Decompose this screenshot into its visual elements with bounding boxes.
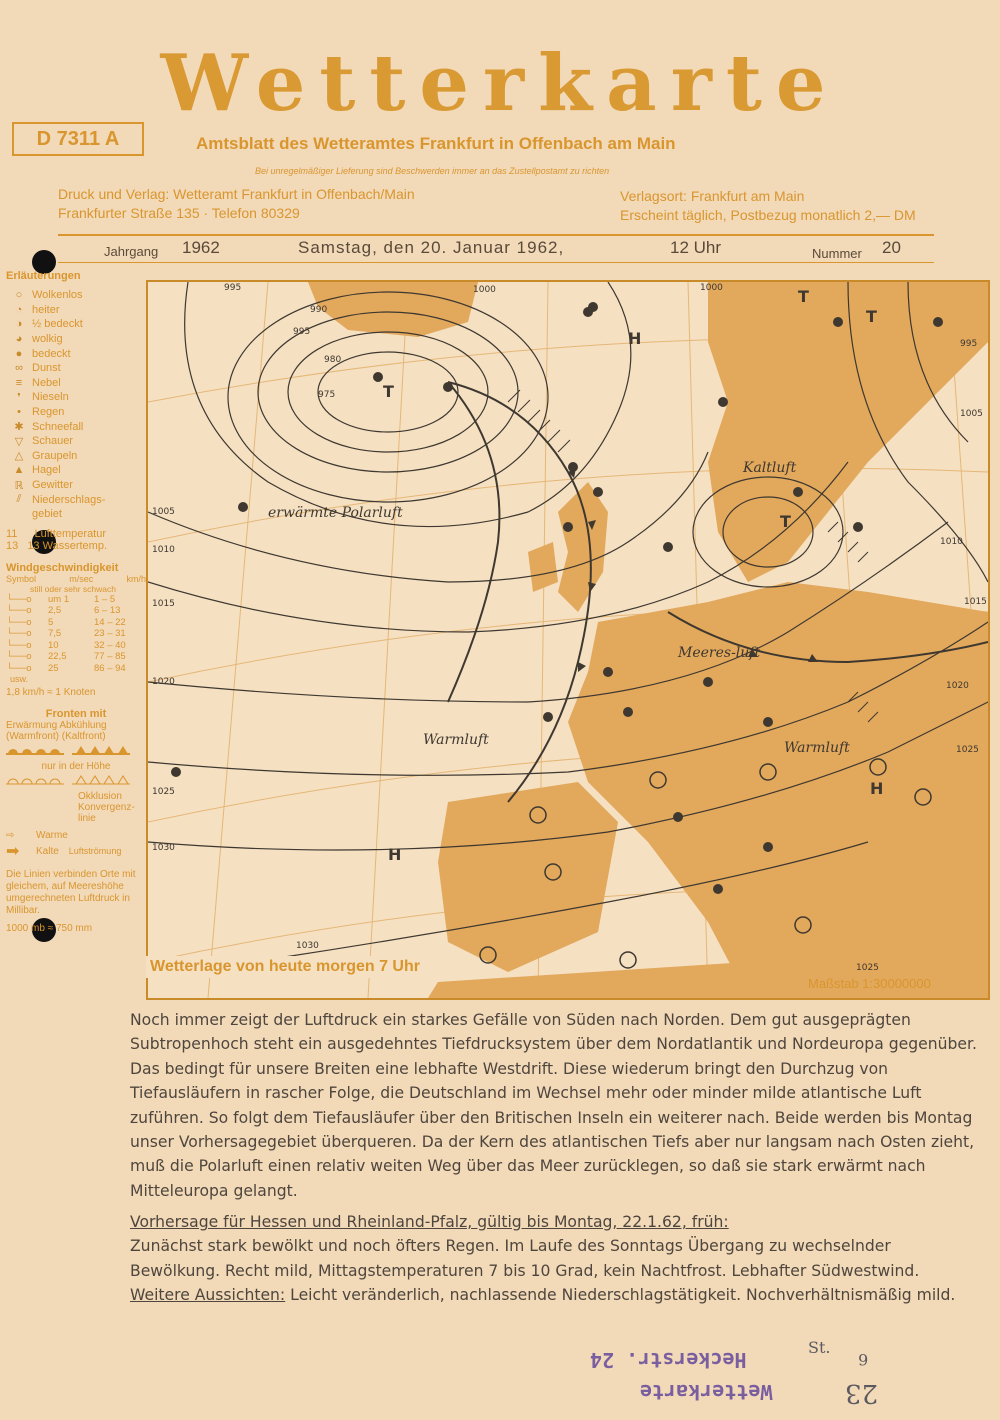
warm-arrow-icon: ⇨: [6, 830, 15, 841]
legend-row: [6, 390, 146, 405]
forecast-text: Zunächst stark bewölkt und noch öfters Regen. Im Laufe des Sonntags Übergang zu wechselnder Bewölkung. Recht mild, Mittagstemperaturen 7 bis 10 Grad, kein Nachtfrost. Lebhafter Südwestwind.: [130, 1237, 920, 1280]
legend-symbol-icon: ▽: [14, 435, 24, 448]
temp-label: Lufttemperatur: [34, 527, 107, 540]
label-polarluft: erwärmte Polarluft: [268, 505, 403, 521]
legend-label: Graupeln: [32, 449, 78, 462]
isobar-value-4: 980: [324, 355, 342, 365]
wind-barb-icon: └──o: [6, 616, 32, 628]
isobar-value-20: 1000: [700, 283, 723, 293]
wind-kmh: 14 – 22: [94, 616, 126, 628]
wind-unit-symbol: Symbol: [6, 573, 37, 584]
label-kaltluft: Kaltluft: [743, 460, 797, 476]
legend-symbol-icon: △: [14, 450, 24, 463]
wind-barb-icon: └──o: [6, 639, 32, 651]
isobar-value-19: 1025: [956, 745, 979, 755]
pressure-center-h2: H: [388, 845, 402, 864]
legend-row: [6, 303, 146, 318]
forecast-heading: Vorhersage für Hessen und Rheinland-Pfalz, gültig bis Montag, 22.1.62, früh:: [130, 1213, 729, 1231]
legend-row: [6, 507, 146, 522]
wind-kmh: 32 – 40: [94, 639, 126, 651]
header-rule-bottom: [58, 262, 934, 263]
wind-ms: 22,5: [48, 651, 67, 662]
publisher-line-1: Druck und Verlag: Wetteramt Frankfurt in Offenbach/Main: [58, 186, 415, 202]
greenland-land: [308, 282, 478, 337]
pressure-center-t3: T: [798, 287, 809, 306]
wind-ms: 10: [48, 639, 59, 651]
weather-map-svg: [148, 282, 988, 998]
legend-label: Hagel: [32, 464, 61, 477]
legend-label: Schneefall: [32, 420, 84, 433]
cold-label: Kalte: [36, 845, 59, 857]
number-label: Nummer: [812, 246, 862, 261]
legend-label: bedeckt: [32, 347, 71, 360]
pressure-center-t2: T: [780, 512, 791, 531]
water-label: Wassertemp.: [42, 539, 108, 552]
delivery-note: Bei unregelmäßiger Lieferung sind Beschwerden immer an das Zustellpostamt zu richten: [255, 166, 610, 176]
pressure-center-h3: H: [870, 779, 884, 798]
airflow-warm: [6, 830, 146, 841]
legend-label: Niederschlags-: [32, 493, 106, 506]
legend-label: gebiet: [32, 508, 62, 521]
convergence-label: Konvergenz-linie: [78, 802, 135, 824]
legend-symbol-icon: ❜: [17, 391, 21, 404]
wind-row: [6, 651, 146, 663]
water-example-2: 13: [27, 539, 40, 552]
legend-symbol-icon: ▲: [13, 464, 25, 477]
legend-row: [6, 405, 146, 420]
legend-symbol-icon: ∞: [15, 362, 23, 375]
legend-symbol-icon: ℝ: [14, 479, 24, 492]
handwritten-6: 6: [858, 1350, 869, 1369]
label-meeresluft: Meeres-luft: [678, 645, 761, 661]
isobar-value-16: 1010: [940, 537, 963, 547]
pressure-center-t1: T: [383, 382, 394, 401]
weather-map: [146, 280, 990, 1000]
legend-label: heiter: [32, 303, 60, 316]
legend-symbol-icon: ◑: [15, 318, 23, 331]
wind-barb-icon: └──o: [6, 662, 32, 674]
front-symbols: [6, 742, 136, 758]
temp-example: 11: [6, 527, 18, 540]
legend-symbol-icon: ⫽: [16, 493, 22, 506]
legend-panel: [6, 270, 146, 934]
newspaper-title: Wetterkarte: [160, 38, 840, 129]
cold-arrow-icon: ➡: [6, 843, 20, 860]
stamp-line-2: Heckerstr. 24: [590, 1348, 747, 1372]
legend-row: [6, 361, 146, 376]
isobar-value-10: 1020: [152, 677, 175, 687]
legend-symbol-icon: ●: [15, 347, 23, 360]
summary-paragraph: Noch immer zeigt der Luftdruck ein starkes Gefälle von Süden nach Norden. Dem gut ausgeprägten Subtropenhoch steht ein ausgedehntes Tiefdrucksystem über dem Nordatlantik und Nordeuropa gegenüber. Das bedingt für unsere Breiten eine lebhafte Westdrift. Diese wiederum bringt den Durchzug von Tiefausläufern in rascher Folge, die Deutschland im Wechsel mehr oder minder milde atlantische Luft zuführen. So folgt dem Tiefausläufer über den Britischen Inseln ein weiterer nach. Beide werden bis Montag unser Vorhersagegebiet überqueren. Da der Kern des atlantischen Tiefs aber nur langsam nach Osten zieht, muß die Polarluft einen relativ weiten Weg über das Meer zurücklegen, so daß sie stark erwärmt nach Mitteleuropa gelangt.: [130, 1011, 977, 1200]
legend-row: [6, 449, 146, 464]
handwritten-23: 23: [845, 1378, 879, 1408]
wind-row: [6, 640, 146, 652]
airflow-label: Luftströmung: [68, 846, 122, 856]
fronts-title: Fronten mit: [45, 708, 107, 720]
legend-label: Dunst: [32, 362, 61, 375]
legend-row: [6, 492, 146, 507]
legend-row: [6, 288, 146, 303]
wind-barb-icon: └──o: [6, 628, 32, 639]
legend-label: Nebel: [32, 376, 61, 389]
legend-symbol-icon: ◔: [15, 303, 23, 316]
water-example: 13: [6, 539, 19, 552]
wind-barb-icon: └──o: [6, 605, 32, 616]
legend-label: ½ bedeckt: [32, 318, 83, 331]
isobar-value-1: 995: [224, 283, 242, 293]
wind-ms: 5: [48, 616, 54, 628]
subtitle: Amtsblatt des Wetteramtes Frankfurt in Offenbach am Main: [196, 134, 676, 153]
lines-note: Die Linien verbinden Orte mit gleichem, auf Meereshöhe umgerechneten Luftdruck in Millibar.: [6, 869, 136, 916]
legend-row: [6, 376, 146, 391]
isobar-value-18: 1020: [946, 681, 969, 691]
knot-note: 1,8 km/h ≈ 1 Knoten: [6, 687, 96, 698]
legend-label: Regen: [32, 406, 65, 419]
issue-code: D 7311 A: [12, 122, 144, 156]
warm-label: Warme: [36, 830, 68, 841]
stamp-line-1: Wetterkarte: [640, 1380, 773, 1404]
wind-kmh: 1 – 5: [94, 593, 116, 605]
outlook-text: Leicht veränderlich, nachlassende Niederschlagstätigkeit. Nochverhältnismäßig mild.: [290, 1286, 956, 1305]
legend-label: Wolkenlos: [32, 289, 83, 302]
map-scale: Maßstab 1:30000000: [808, 976, 931, 991]
isobar-value-11: 1025: [152, 787, 175, 797]
label-warmluft-1: Warmluft: [423, 732, 489, 748]
legend-title: Erläuterungen: [6, 270, 81, 282]
wind-unit-ms: m/sec: [69, 573, 94, 584]
isobar-value-3: 995: [293, 327, 311, 337]
isobar-value-12: 1030: [152, 843, 175, 853]
wind-rows: [6, 594, 146, 675]
wind-row: [6, 663, 146, 675]
legend-label: Schauer: [32, 435, 73, 448]
isobar-value-15: 1005: [960, 409, 983, 419]
wind-barb-icon: └──o: [6, 593, 32, 605]
forecast-section: [130, 1210, 980, 1308]
wind-kmh: 6 – 13: [94, 605, 121, 616]
isobar-value-13: 1030: [296, 941, 319, 951]
publisher-line-2: Frankfurter Straße 135 · Telefon 80329: [58, 205, 300, 221]
legend-symbol-icon: ○: [15, 289, 23, 302]
legend-row: [6, 317, 146, 332]
pressure-center-t4: T: [866, 307, 877, 326]
legend-water: [6, 540, 146, 552]
legend-row: [6, 419, 146, 434]
legend-symbol-icon: ✱: [14, 421, 24, 434]
wind-kmh: 23 – 31: [94, 628, 126, 639]
wind-units: [6, 574, 146, 584]
isobar-value-17: 1015: [964, 597, 987, 607]
wind-ms: 25: [48, 662, 59, 674]
wind-ms: um 1: [48, 593, 70, 605]
ireland-land: [528, 542, 558, 592]
height-label: nur in der Höhe: [41, 761, 111, 772]
legend-label: Nieseln: [32, 391, 69, 404]
handwritten-st: St.: [808, 1338, 831, 1357]
map-caption: Wetterlage von heute morgen 7 Uhr: [146, 956, 424, 978]
issue-time: 12 Uhr: [670, 238, 722, 257]
legend-items: [6, 288, 146, 522]
legend-row: [6, 434, 146, 449]
isobar-value-9: 1015: [152, 599, 175, 609]
wind-row: [6, 594, 146, 606]
legend-row: [6, 478, 146, 493]
year-value: 1962: [182, 238, 220, 257]
mb-note: 1000 mb ≈ 750 mm: [6, 923, 93, 934]
airflow-cold: [6, 841, 146, 861]
place-line-1: Verlagsort: Frankfurt am Main: [620, 188, 805, 204]
wind-row: [6, 605, 146, 617]
label-warmluft-2: Warmluft: [784, 740, 850, 756]
wind-row: [6, 617, 146, 629]
legend-symbol-icon: ≡: [15, 376, 23, 389]
legend-label: wolkig: [32, 333, 63, 346]
wind-kmh: 77 – 85: [94, 651, 126, 662]
isobar-value-21: 995: [960, 339, 978, 349]
land-masses: [308, 282, 988, 998]
wind-usw: usw.: [10, 674, 29, 684]
wind-kmh: 86 – 94: [94, 662, 126, 674]
number-value: 20: [882, 238, 901, 257]
iberia-land: [438, 782, 618, 972]
wind-row: [6, 628, 146, 640]
outlook-label: Weitere Aussichten:: [130, 1286, 286, 1305]
legend-temperature: [6, 528, 146, 540]
legend-row: [6, 346, 146, 361]
fronts-sub2: (Warmfront) (Kaltfront): [6, 731, 106, 742]
legend-row: [6, 463, 146, 478]
isobar-value-8: 1010: [152, 545, 175, 555]
wind-ms: 2,5: [48, 605, 62, 616]
isobar-value-6: 1000: [473, 285, 496, 295]
wind-ms: 7,5: [48, 628, 62, 639]
isobar-value-14: 1025: [856, 963, 879, 973]
britain-land: [558, 482, 608, 612]
header-rule-top: [58, 234, 934, 236]
pressure-center-h1: H: [628, 329, 642, 348]
isobar-value-5: 975: [318, 390, 336, 400]
height-front-symbols: [6, 772, 136, 788]
isobar-value-2: 990: [310, 305, 328, 315]
occlusion-label: Okklusion: [78, 791, 122, 802]
isobar-value-7: 1005: [152, 507, 175, 517]
wind-title: Windgeschwindigkeit: [6, 561, 119, 574]
wind-unit-kmh: km/h: [126, 573, 146, 584]
weather-summary: [130, 1008, 980, 1203]
wind-calm: still oder sehr schwach: [30, 583, 116, 594]
year-label: Jahrgang: [104, 244, 159, 259]
legend-row: [6, 332, 146, 347]
wind-barb-icon: └──o: [6, 651, 32, 662]
legend-label: Gewitter: [32, 479, 73, 492]
issue-date: Samstag, den 20. Januar 1962,: [298, 238, 565, 257]
fronts-sub1: Erwärmung Abkühlung: [6, 720, 107, 731]
legend-symbol-icon: ◕: [15, 333, 23, 346]
legend-symbol-icon: •: [17, 406, 21, 419]
place-line-2: Erscheint täglich, Postbezug monatlich 2,— DM: [620, 207, 916, 223]
